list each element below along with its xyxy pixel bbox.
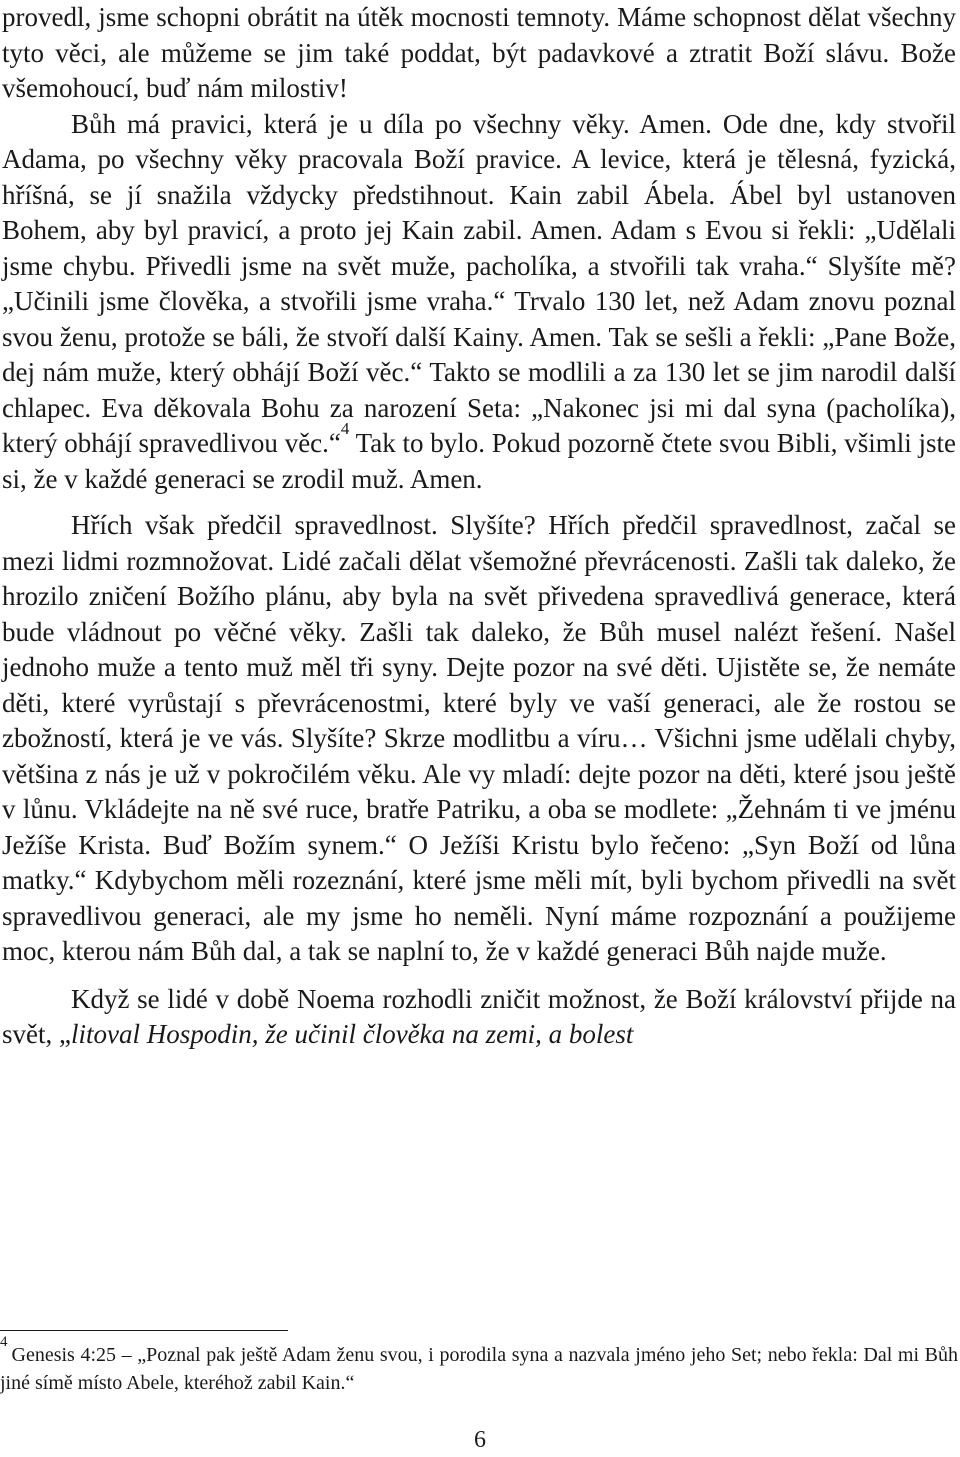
paragraph-2-text-after: Tak to bylo. Pokud pozorně čtete svou Bibli, všimli jste si, že v každé generaci se zrodil muž. Amen.: [2, 428, 956, 494]
footnote-text: Genesis 4:25 – „Poznal pak ještě Adam ženu svou, i porodila syna a nazvala jméno jeho Set; nebo řekla: Dal mi Bůh jiné símě místo Abele, kteréhož zabil Kain.“: [0, 1344, 958, 1394]
footnote-reference[interactable]: 4: [340, 419, 350, 438]
paragraph-4: [2, 982, 956, 1053]
paragraph-4-italic: litoval Hospodin, že učinil člověka na zemi, a bolest: [70, 1019, 634, 1049]
footnote: [0, 1334, 958, 1397]
paragraph-3: Hřích však předčil spravedlnost. Slyšíte? Hřích předčil spravedlnost, začal se mezi lidmi rozmnožovat. Lidé začali dělat všemožné převrácenosti. Zašli tak daleko, že hrozilo zničení Božího plánu, aby byla na svět přivedena spravedlivá generace, která bude vládnout po věčné věky. Zašli tak daleko, že Bůh musel nalézt řešení. Našel jednoho muže a tento muž měl tři syny. Dejte pozor na své děti. Ujistěte se, že nemáte děti, které vyrůstají s převrácenostmi, které byly ve vaší generaci, ale že rostou se zbožností, která je ve vás. Slyšíte? Skrze modlitbu a víru… Všichni jsme udělali chyby, většina z nás je už v pokročilém věku. Ale vy mladí: dejte pozor na děti, které jsou ještě v lůnu. Vkládejte na ně své ruce, bratře Patriku, a oba se modlete: „Žehnám ti ve jménu Ježíše Krista. Buď Božím synem.“ O Ježíši Kristu bylo řečeno: „Syn Boží od lůna matky.“ Kdybychom měli rozeznání, které jsme měli mít, byli bychom přivedli na svět spravedlivou generaci, ale my jsme ho neměli. Nyní máme rozpoznání a použijeme moc, kterou nám Bůh dal, a tak se naplní to, že v každé generaci Bůh najde muže.: [2, 510, 956, 966]
paragraph-1: provedl, jsme schopni obrátit na útěk mocnosti temnoty. Máme schopnost dělat všechny tyto věci, ale můžeme se jim také poddat, být padavkové a ztratit Boží slávu. Bože všemohoucí, buď nám milostiv!: [2, 2, 956, 103]
paragraph-2: [2, 107, 956, 498]
paragraph-2-text: Bůh má pravici, která je u díla po všechny věky. Amen. Ode dne, kdy stvořil Adama, po všechny věky pracovala Boží pravice. A levice, která je tělesná, fyzická, hříšná, se jí snažila vždycky předstihnout. Kain zabil Ábela. Ábel byl ustanoven Bohem, aby byl pravicí, a proto jej Kain zabil. Amen. Adam s Evou si řekli: „Udělali jsme chybu. Přivedli jsme na svět muže, pacholíka, a stvořili tak vraha.“ Slyšíte mě? „Učinili jsme člověka, a stvořili jsme vraha.“ Trvalo 130 let, než Adam znovu poznal svou ženu, protože se báli, že stvoří další Kainy. Amen. Tak se sešli a řekli: „Pane Bože, dej nám muže, který obhájí Boží věc.“ Takto se modlili a za 130 let se jim narodil další chlapec. Eva děkovala Bohu za narození Seta: „Nakonec jsi mi dal syna (pacholíka), který obhájí spravedlivou věc.“: [2, 108, 956, 458]
paragraph-4-text: Když se lidé v době Noema rozhodli zničit možnost, že Boží království přijde na svět, „: [2, 983, 956, 1049]
footnote-number: 4: [0, 1334, 8, 1350]
footnote-divider: [0, 1330, 288, 1331]
page-number: 6: [474, 1427, 486, 1453]
body-text: [2, 0, 956, 1053]
